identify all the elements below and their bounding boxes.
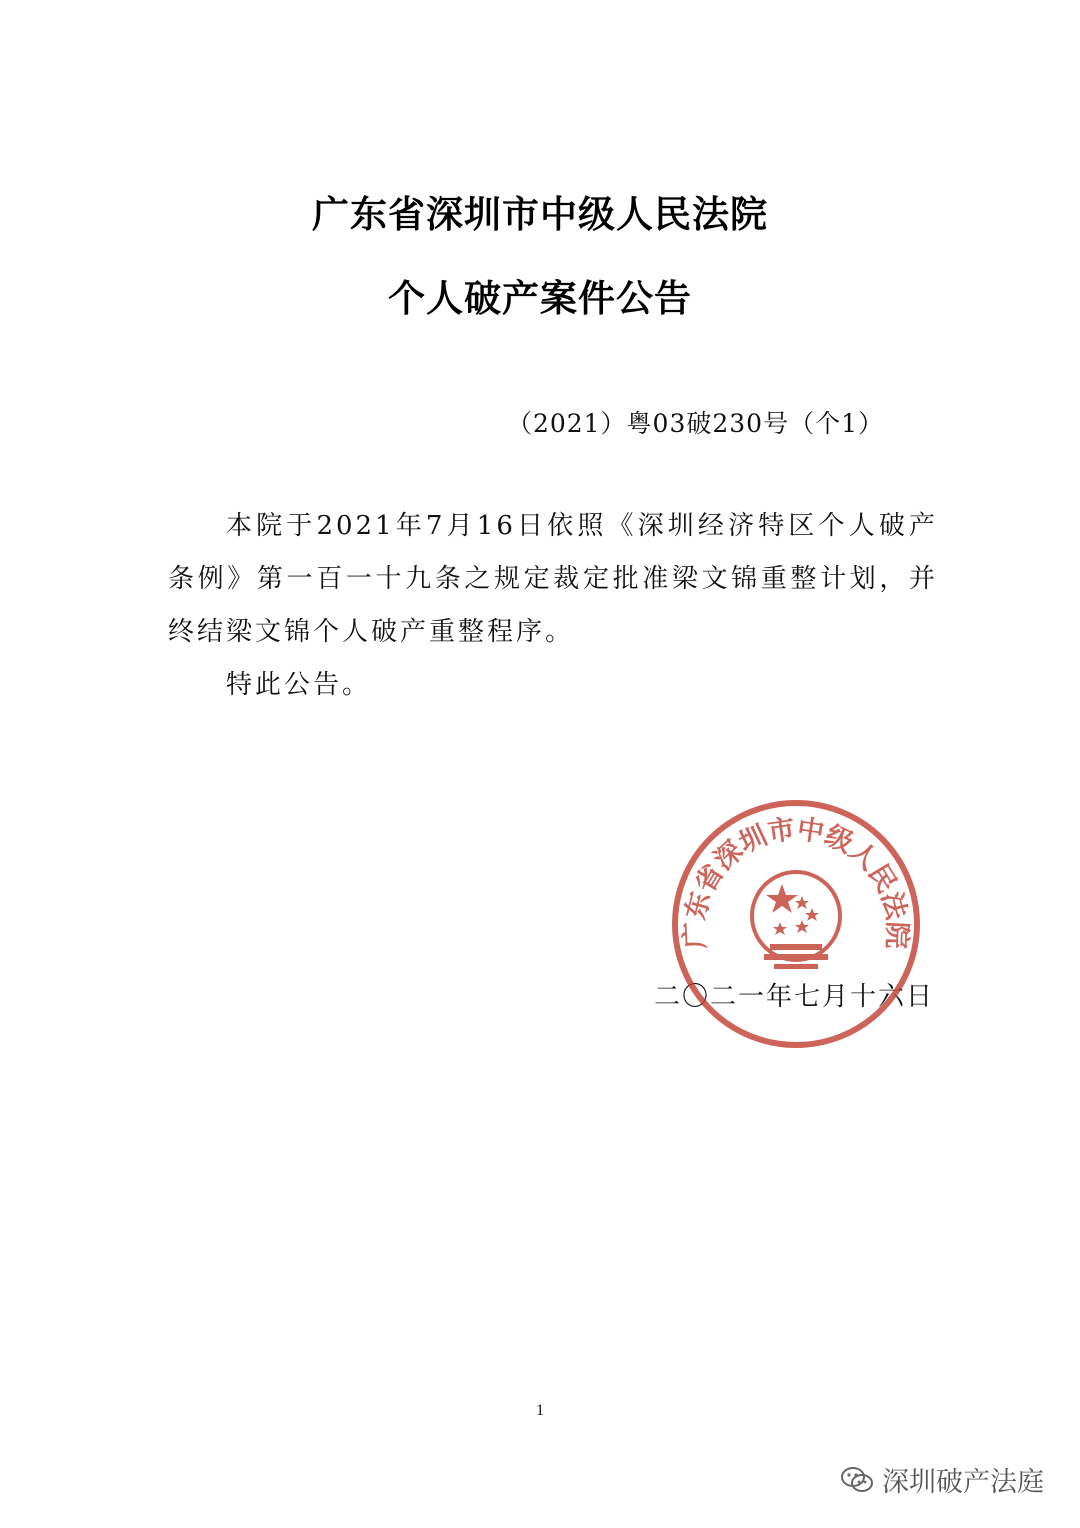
page-number: 1 <box>536 1402 544 1419</box>
signature-date: 二〇二一年七月十六日 <box>653 982 934 1012</box>
case-number: （2021）粤03破230号（个1） <box>506 409 884 438</box>
body-paragraph: 本院于2021年7月16日依照《深圳经济特区个人破产条例》第一百一十九条之规定裁定批准梁文锦重整计划，并终结梁文锦个人破产重整程序。 <box>168 511 938 647</box>
seal-text: 广东省深圳市中级人民法院 <box>679 813 913 950</box>
announcement-body <box>168 500 938 712</box>
watermark <box>840 1460 1044 1499</box>
announcement-title: 个人破产案件公告 <box>388 277 692 320</box>
wechat-icon <box>840 1465 874 1495</box>
court-seal-icon <box>670 798 922 1050</box>
court-name-title: 广东省深圳市中级人民法院 <box>312 193 768 236</box>
watermark-text: 深圳破产法庭 <box>882 1467 1044 1498</box>
closing-paragraph: 特此公告。 <box>226 670 372 700</box>
